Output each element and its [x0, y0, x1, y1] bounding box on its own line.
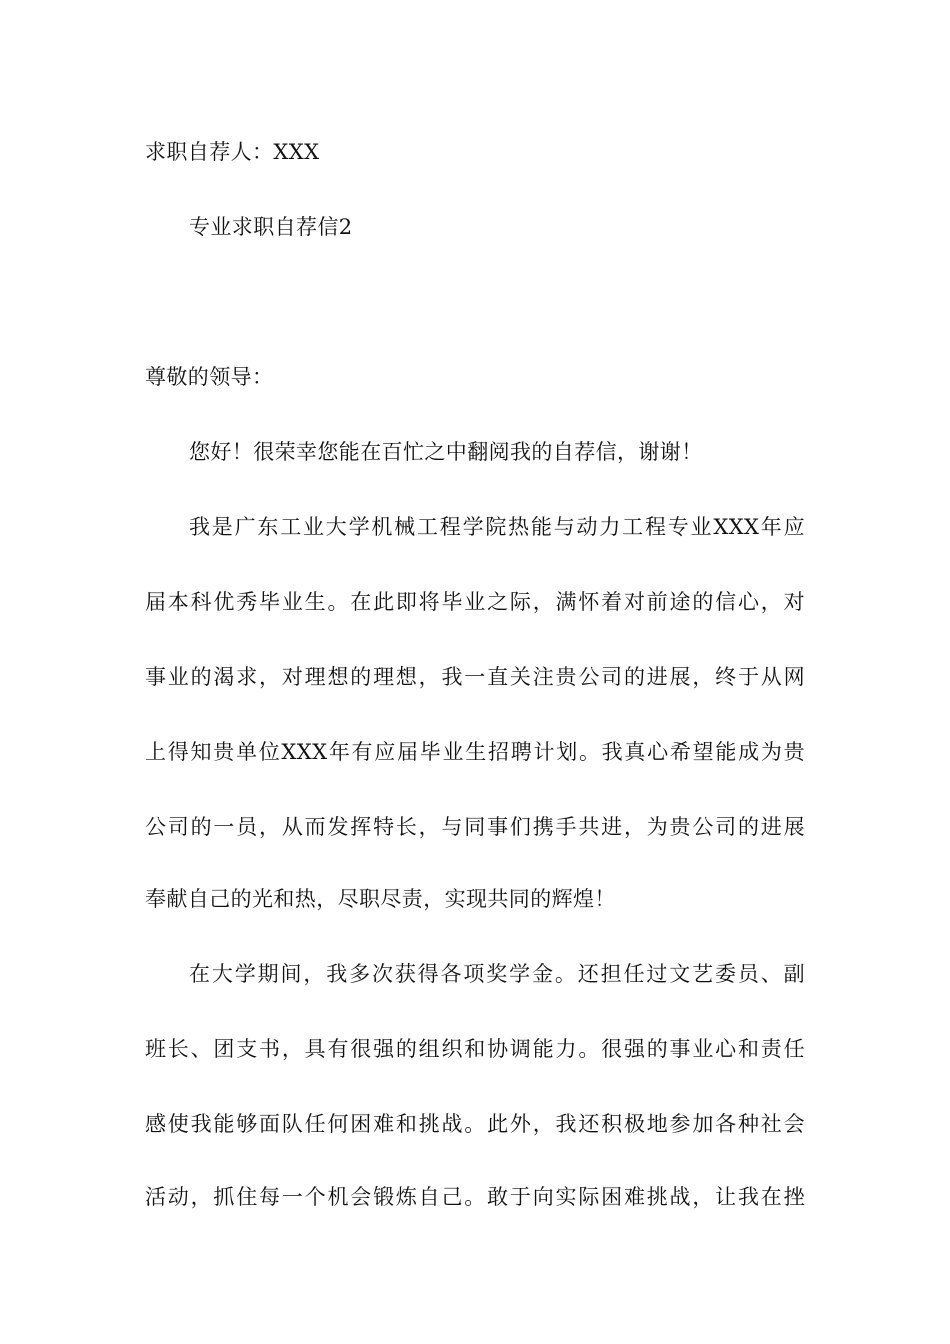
paragraph1-line-2: 届本科优秀毕业生。在此即将毕业之际，满怀着对前途的信心，对	[145, 590, 805, 614]
paragraph1-line-6: 奉献自己的光和热，尽职尽责，实现共同的辉煌！	[145, 887, 616, 911]
paragraph1-line-1: 我是广东工业大学机械工程学院热能与动力工程专业XXX年应	[189, 515, 805, 539]
salutation: 尊敬的领导：	[145, 365, 274, 389]
paragraph1-line-4: 上得知贵单位XXX年有应届毕业生招聘计划。我真心希望能成为贵	[145, 740, 805, 764]
letter-heading: 专业求职自荐信2	[189, 215, 353, 239]
paragraph1-line-3: 事业的渴求，对理想的理想，我一直关注贵公司的进展，终于从网	[145, 665, 805, 689]
signature-line: 求职自荐人：XXX	[145, 140, 320, 164]
paragraph2-line-1: 在大学期间，我多次获得各项奖学金。还担任过文艺委员、副	[189, 962, 805, 986]
paragraph2-line-4: 活动，抓住每一个机会锻炼自己。敢于向实际困难挑战，让我在挫	[145, 1185, 805, 1209]
paragraph2-line-2: 班长、团支书，具有很强的组织和协调能力。很强的事业心和责任	[145, 1037, 805, 1061]
greeting: 您好！很荣幸您能在百忙之中翻阅我的自荐信，谢谢！	[189, 440, 703, 464]
paragraph1-line-5: 公司的一员，从而发挥特长，与同事们携手共进，为贵公司的进展	[145, 815, 805, 839]
paragraph2-line-3: 感使我能够面队任何困难和挑战。此外，我还积极地参加各种社会	[145, 1112, 805, 1136]
